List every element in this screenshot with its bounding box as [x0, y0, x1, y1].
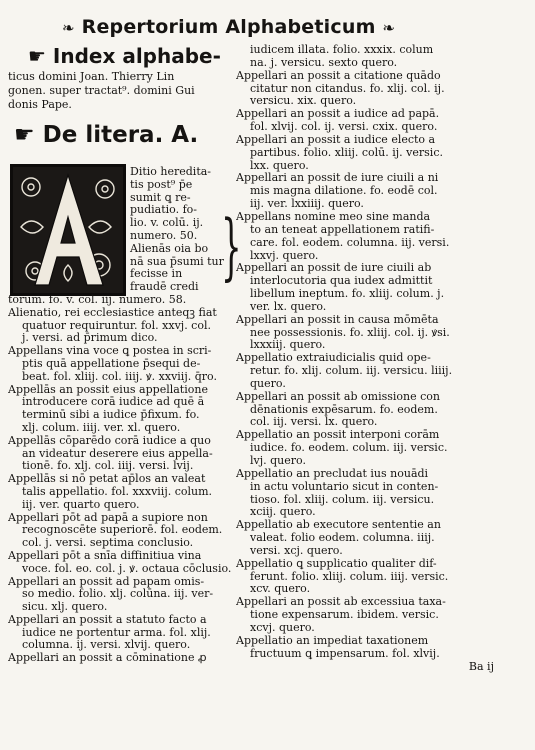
entry-line: Appellari an possit in causa mōmēta — [236, 313, 439, 326]
initial-entry-line: nā sua p̄sumi tur — [130, 255, 224, 268]
index-entry — [236, 596, 532, 635]
entry-line: tione expensarum. ibidem. versic. — [250, 609, 439, 622]
entry-line: tionē. fo. xlj. col. iiij. versi. lvij. — [22, 460, 194, 473]
index-entry — [8, 473, 232, 511]
entry-line: valeat. folio eodem. columna. iiij. — [250, 532, 435, 545]
entry-line: j. versi. ad p̄rimum dico. — [22, 332, 158, 345]
entry-line: Appellari an possit a statuto facto a — [8, 613, 207, 626]
brace-mark: } — [221, 204, 242, 288]
initial-entry-line: Alienās oia bo — [130, 242, 209, 255]
index-entry — [236, 172, 532, 211]
entry-line: mis magna dilatione. fo. eodē col. — [250, 185, 438, 198]
index-entry — [8, 345, 232, 383]
entry-line: lvj. quero. — [250, 455, 306, 467]
entry-line: Appellans vina voce ꝗ postea in scri- — [8, 345, 212, 358]
initial-entry-line: pudiatio. fo- — [130, 204, 198, 217]
index-entry — [236, 635, 532, 661]
entry-line: columna. ij. versi. xlvij. quero. — [22, 639, 191, 652]
index-entry — [236, 70, 532, 109]
index-entry — [8, 512, 232, 550]
entry-line: fructuum ꝗ impensarum. fol. xlvij. — [250, 647, 440, 660]
entry-line: na. j. versicu. sexto quero. — [250, 56, 398, 69]
entry-line: Appellās si nō petat ap̄los an valeat — [8, 473, 206, 486]
index-entry — [236, 134, 532, 173]
index-entry — [236, 108, 532, 134]
entry-line: dēnationis expēsarum. fo. eodem. — [250, 403, 438, 416]
entry-line: xciij. quero. — [250, 506, 316, 519]
entry-line: col. iij. versi. lx. quero. — [250, 416, 378, 429]
index-title — [28, 44, 221, 68]
entry-line: Appellatio extraiudicialis quid ope- — [236, 352, 431, 365]
index-subtitle-line: donis Pape. — [8, 98, 72, 111]
entry-line: Appellans nomine meo sine manda — [236, 210, 431, 223]
initial-entry-line: tis post⁹ p̄e — [130, 178, 193, 191]
entry-line: Appellari pōt a snīa diffinitiua vina — [8, 549, 202, 562]
entry-line: beat. fol. xliij. col. iiij. ꝟ. xxviij. q̄ro. — [22, 370, 217, 383]
entry-line: xcv. quero. — [250, 583, 311, 596]
entry-line: versi. xcj. quero. — [250, 544, 343, 557]
entry-line: terminū sibi a iudice p̄fixum. fo. — [22, 409, 200, 422]
initial-entry-line: torum. fo. v. col. iij. numero. 58. — [8, 293, 187, 306]
index-entry — [8, 652, 232, 665]
entry-line: Appellās cōparēdo corā iudice a quo — [8, 434, 211, 447]
entry-line: Appellatio ꝗ supplicatio qualiter dif- — [236, 557, 437, 570]
entry-line: Appellatio an possit interponi corām — [236, 429, 440, 442]
entry-line: iij. ver. quarto quero. — [22, 498, 140, 511]
entry-line: Appellari an possit ad papam omis- — [8, 575, 205, 588]
index-entry — [236, 44, 532, 70]
entry-line: Appellari an possit a citatione quādo — [236, 69, 441, 82]
entry-line: lxx. quero. — [250, 159, 309, 172]
running-title: Repertorium Alphabeticum — [81, 16, 376, 38]
entry-line: ferunt. folio. xliij. colum. iiij. versic. — [250, 570, 449, 583]
index-entry — [236, 429, 532, 468]
initial-entry-line: lio. v. colū. ij. — [130, 217, 204, 230]
initial-entry-line: fraudē credi — [130, 281, 199, 294]
entry-line: Appellari pōt ad papā a supiore non — [8, 511, 208, 524]
entry-line: Appellatio an impediat taxationem — [236, 634, 429, 647]
entry-line: Appellari an possit ab omissione con — [236, 390, 440, 403]
index-entry — [236, 211, 532, 262]
entry-line: col. j. versi. septima conclusio. — [22, 537, 194, 550]
index-entry — [236, 391, 532, 430]
entry-line: Alienatio, rei ecclesiastice anteqꝫ fiat — [8, 306, 217, 319]
entry-line: Appellās an possit eius appellatione — [8, 383, 208, 396]
entry-line: fol. xlvij. col. ij. versi. cxix. quero. — [250, 121, 438, 134]
index-entry — [236, 314, 532, 353]
fleuron-icon: ❧ — [382, 19, 396, 37]
initial-entry-line: fecisse in — [130, 268, 183, 281]
index-entry — [236, 352, 532, 391]
entry-line: in actu voluntario sicut in conten- — [250, 480, 439, 493]
initial-entry-line: sumit ꝗ re- — [130, 191, 191, 204]
entry-line: tioso. fol. xliij. colum. iij. versicu. — [250, 493, 435, 506]
entry-line: iudice. fo. eodem. colum. iij. versic. — [250, 442, 448, 455]
entry-line: sicu. xlj. quero. — [22, 601, 108, 614]
entry-line: Appellari an possit de iure ciuili a ni — [236, 172, 439, 185]
initial-entry-line: Ditio heredita- — [130, 166, 212, 178]
entry-line: so medio. folio. xlj. colūna. iij. ver- — [22, 588, 214, 601]
initial-entry-line: numero. 50. — [130, 229, 198, 242]
entry-line: iudice ne portentur arma. fol. xlij. — [22, 626, 211, 639]
entry-line: Appellatio an precludat ius nouādi — [236, 467, 429, 480]
index-entry — [8, 307, 232, 345]
entry-line: recognoscēte superiorē. fol. eodem. — [22, 524, 223, 537]
entry-line: Appellari an possit ab excessiua taxa- — [236, 596, 446, 609]
index-entry — [236, 519, 532, 558]
index-entry — [236, 558, 532, 597]
entry-line: libellum ineptum. fo. xliij. colum. j. — [250, 288, 445, 301]
entry-line: nee possessionis. fo. xliij. col. ij. ꝟsi. — [250, 326, 450, 339]
pointing-hand-icon: ☛ — [14, 122, 35, 148]
entry-line: to an teneat appellationem ratifi- — [250, 223, 435, 236]
signature-mark: Ba ij — [468, 660, 494, 673]
index-entry — [8, 576, 232, 614]
entry-line: voce. fol. eo. col. j. ꝟ. octaua cōclusio. — [22, 562, 232, 575]
entry-line: lxxxiij. quero. — [250, 339, 326, 352]
entry-line: retur. fo. xlij. colum. iij. versicu. liiij. — [250, 365, 453, 378]
index-subtitle — [8, 70, 230, 112]
fleuron-icon: ❧ — [62, 19, 75, 37]
index-entry — [236, 468, 532, 519]
entry-line: quero. — [250, 377, 286, 390]
entry-line: Appellari an possit de iure ciuili ab — [236, 262, 432, 275]
index-title-text: Index alphabe- — [52, 44, 221, 68]
right-column-index — [236, 44, 532, 673]
index-entry — [8, 614, 232, 652]
entry-line: Appellari an possit a iudice ad papā. — [236, 108, 440, 121]
entry-line: Appellari an possit a iudice electo a — [236, 133, 436, 146]
entry-line: lxxvj. quero. — [250, 249, 319, 262]
entry-line: care. fol. eodem. columna. iij. versi. — [250, 236, 450, 249]
entry-line: an videatur deserere eius appella- — [22, 447, 213, 460]
running-header — [62, 16, 395, 38]
entry-line: xcvj. quero. — [250, 621, 315, 634]
entry-line: ptis quā appellatione p̄sequi de- — [22, 357, 201, 370]
entry-line: quatuor requiruntur. fol. xxvj. col. — [22, 319, 211, 332]
entry-line: Appellatio ab executore sententie an — [236, 519, 441, 532]
index-entry — [8, 384, 232, 435]
entry-line: talis appellatio. fol. xxxviij. colum. — [22, 485, 213, 498]
entry-line: interlocutoria qua iudex admittit — [250, 275, 433, 288]
entry-line: citatur non citandus. fo. xlij. col. ij. — [250, 82, 445, 95]
entry-line: Appellari an possit a cōminatione ꝓ — [8, 652, 207, 665]
entry-line: ver. lx. quero. — [250, 300, 327, 313]
entry-line: versicu. xix. quero. — [250, 95, 357, 108]
section-heading — [14, 122, 198, 148]
section-title: De litera. A. — [42, 122, 199, 148]
left-column-index — [8, 166, 232, 665]
index-entry — [8, 435, 232, 473]
index-subtitle-line: gonen. super tractat⁹. domini Gui — [8, 84, 195, 97]
entry-line: introducere corā iudice ad quē ā — [22, 396, 205, 409]
index-entry — [236, 262, 532, 313]
entry-line: iij. ver. lxxiiij. quero. — [250, 198, 364, 211]
entry-line: xlj. colum. iiij. ver. xl. quero. — [22, 421, 181, 434]
index-entry — [8, 550, 232, 576]
index-subtitle-line: ticus domini Joan. Thierry Lin — [8, 70, 175, 83]
entry-line: partibus. folio. xliij. colū. ij. versic. — [250, 146, 443, 159]
entry-line: iudicem illata. folio. xxxix. colum — [250, 44, 434, 56]
pointing-hand-icon: ☛ — [28, 44, 46, 68]
